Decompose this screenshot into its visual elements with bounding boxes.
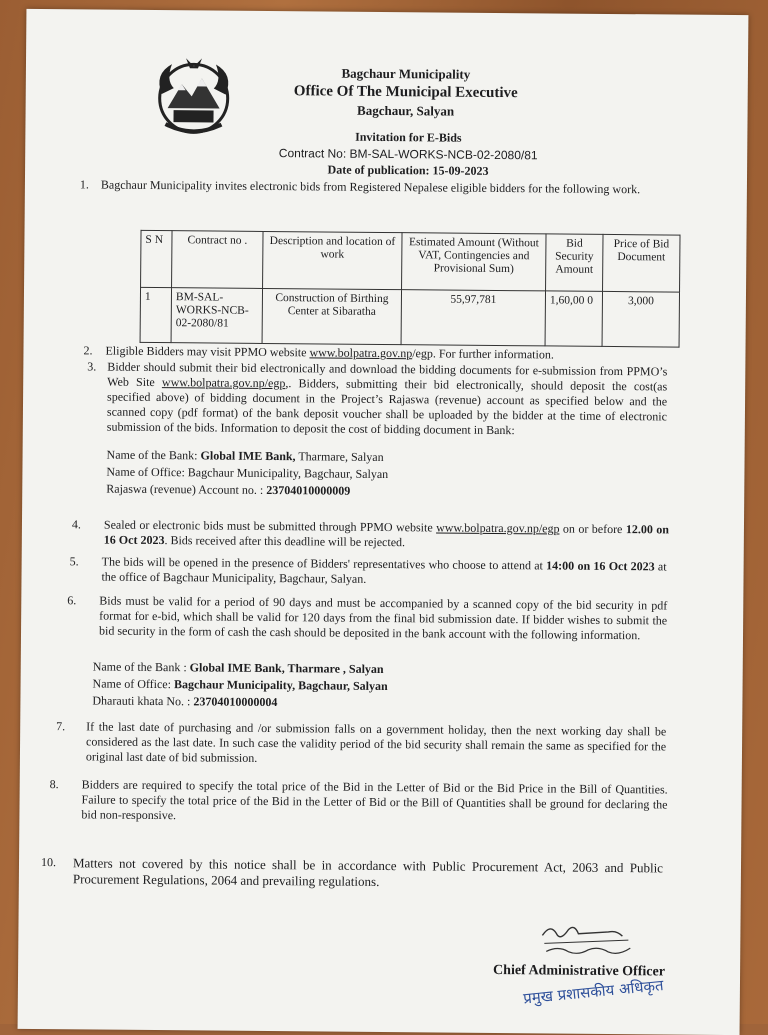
item-3-text-b: ,. Bidders, submitting their bid electronically, should deposit the cost(as specified above) of bidding document in the Project’s Rajaswa (revenue) account as specified below and the scanned copy (pdf format) of the bank deposit voucher shall be uploaded by the bidder at the time of electronic submission of the bids. Information to deposit the cost of bidding document in Bank: [106,376,668,438]
notice-paper [18,9,749,1035]
bid-table [140,230,681,348]
bank-name-2: Global IME Bank, Tharmare , Salyan [189,660,384,677]
office-name: Office Of The Municipal Executive [293,83,518,102]
item-2-text-a: Eligible Bidders may visit PPMO website [105,343,310,360]
khata-label: Dharauti khata No. : [92,693,194,709]
ppmo-egp-link-2[interactable]: www.bolpatra.gov.np/egp [436,520,560,536]
opening-time: 14:00 on 16 Oct 2023 [546,558,655,574]
signatory-title: Chief Administrative Officer [493,962,666,980]
office-stamp: प्रमुख प्रशासकीय अधिकृत [522,976,665,1008]
item-8-text: Bidders are required to specify the total price of the Bid in the Letter of Bid or the Bid Price in the Bill of Quantities. Failure to specify the total price of the Bid in the Letter of Bid or the Bill of Quantities shall be ground for declaring the bid non-responsive. [81,777,668,823]
item-2-text-b: /egp. For further information. [412,346,554,362]
table-cell: Construction of Birthing Center at Sibaratha [262,288,401,344]
item-5-text-a: The bids will be opened in the presence of Bidders' representatives who choose to attend at [101,554,547,573]
item-6-bank [93,659,593,678]
office-label-2: Name of Office: [92,676,175,692]
item-6-khata [92,693,592,712]
item-6-text: Bids must be valid for a period of 90 days and must be accompanied by a scanned copy of the bid security in pdf format for e-bid, which shall be valid for 120 days from the final bid submission date. If bidder wishes to submit the bid security in the form of cash the cash should be deposited in the bank account with the following information. [98,593,668,643]
item-5-text-b: at the office of Bagchaur Municipality, Bagchaur, Salyan. [101,559,667,586]
bid-title: Invitation for E-Bids [355,129,462,145]
item-number: 1. [79,177,89,192]
item-4-text [104,518,669,553]
item-3-account [106,482,606,501]
item-number: 7. [56,719,66,734]
office-name-2: Bagchaur Municipality, Bagchaur, Salyan [173,677,388,694]
item-6-office [93,676,593,695]
handwritten-signature [538,921,638,958]
item-number: 10. [40,855,57,870]
item-4-text-b: on or before [559,521,626,537]
item-3-text-a: Bidder should submit their bid electronically and download the bidding documents for e-submission from PPMO’s Web Site [107,359,668,390]
item-1-text: Bagchaur Municipality invites electronic bids from Registered Nepalese eligible bidders for the following work. [100,177,641,197]
table-cell: 1,60,00 0 [545,291,602,346]
table-cell: 3,000 [602,291,679,347]
municipality-name: Bagchaur Municipality [341,65,471,82]
ppmo-egp-link[interactable]: www.bolpatra.gov.np/egp [161,375,286,391]
document-header [276,65,536,120]
table-header-cell: S N [141,230,172,287]
item-4-text-a: Sealed or electronic bids must be submitted through PPMO website [103,517,437,535]
item-7-text: If the last date of purchasing and /or submission falls on a government holiday, then the next working day shall be considered as the last date. In such case the validity period of the bid security shall remain the same as specified for the original last date of bid submission. [85,719,667,765]
item-number: 4. [71,517,82,532]
item-number: 5. [69,554,79,569]
item-5-text [101,555,666,590]
table-header-row [141,230,680,292]
item-number: 2. [83,343,93,358]
table-cell: 1 [140,287,171,342]
item-4-text-c: . Bids received after this deadline will be rejected. [164,533,406,550]
account-number: 23704010000009 [266,482,351,498]
bank-label: Name of the Bank: [106,447,201,463]
item-number: 8. [49,777,59,792]
table-cell: 55,97,781 [401,290,545,346]
bank-name: Global IME Bank, [200,448,296,464]
table-header-cell: Description and location of work [263,231,402,289]
bid-header [243,129,573,180]
table-header-cell: Bid Security Amount [546,234,603,291]
item-3-bank [107,448,607,467]
contract-number: Contract No: BM-SAL-WORKS-NCB-02-2080/81 [278,146,538,163]
bank-place: Tharmare, Salyan [295,449,384,465]
submission-deadline: 12.00 on 16 Oct 2023 [103,522,670,548]
item-number: 6. [67,593,77,608]
item-3-office: Name of Office: Bagchaur Municipality, Bagchaur, Salyan [106,464,389,482]
item-10-text: Matters not covered by this notice shall be in accordance with Public Procurement Act, 2063 and Public Procurement Regulations, 2064 and prevailing regulations. [72,855,664,889]
publication-date: Date of publication: 15-09-2023 [327,162,489,178]
table-header-cell: Contract no . [172,231,263,289]
office-location: Bagchaur, Salyan [356,102,455,119]
table-row [140,287,679,347]
table-cell: BM-SAL-WORKS-NCB-02-2080/81 [171,288,262,344]
ppmo-link[interactable]: www.bolpatra.gov.np [309,345,413,361]
khata-number: 23704010000004 [193,694,278,710]
municipality-emblem-icon [145,54,242,141]
item-3-text [107,360,668,440]
table-header-cell: Estimated Amount (Without VAT, Contingencies and Provisional Sum) [402,233,546,291]
item-number: 3. [87,359,97,374]
bank-label-2: Name of the Bank : [92,659,190,675]
account-label: Rajaswa (revenue) Account no. : [106,481,267,497]
table-header-cell: Price of Bid Document [603,234,680,292]
